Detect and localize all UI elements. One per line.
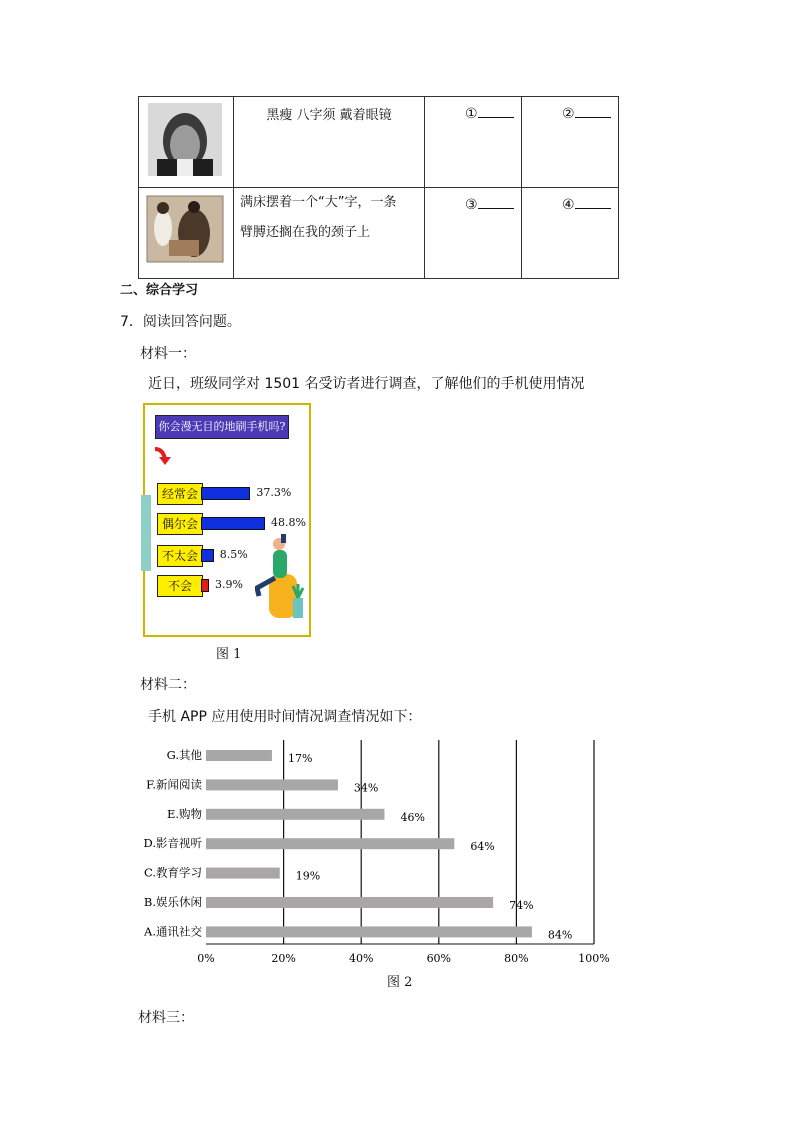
category-label: 不会 — [157, 575, 203, 597]
answer-blank-2[interactable] — [575, 103, 611, 118]
category-label: C.教育学习 — [143, 865, 202, 880]
description-line-2: 臂膊还搁在我的颈子上 — [240, 225, 371, 240]
value-label: 17% — [287, 752, 313, 765]
value-label: 19% — [295, 869, 321, 883]
category-label: 偶尔会 — [157, 513, 203, 535]
x-tick-label: 80% — [504, 952, 529, 965]
circled-two-marker: ② — [562, 106, 575, 122]
person-on-chair-illustration — [255, 530, 307, 624]
answer-cell — [425, 97, 522, 188]
figure-2-caption: 图 2 — [387, 975, 413, 990]
figure-1-caption: 图 1 — [216, 647, 242, 662]
value-label: 3.9% — [215, 578, 243, 591]
bar — [206, 838, 454, 849]
answer-cell — [522, 188, 619, 279]
x-tick-label: 40% — [348, 952, 374, 965]
description-text: 黑瘦 八字须 戴着眼镜 — [266, 108, 392, 123]
table-row — [139, 97, 619, 188]
value-label: 84% — [547, 928, 573, 942]
photo-cell — [139, 97, 234, 188]
x-tick-label: 20% — [271, 952, 296, 965]
character-table — [138, 96, 619, 279]
answer-cell — [425, 188, 522, 279]
category-label: 不太会 — [157, 545, 203, 567]
bar — [206, 897, 493, 908]
category-label: G.其他 — [166, 748, 202, 762]
material-2-intro: 手机 APP 应用使用时间情况调查情况如下： — [148, 709, 422, 725]
bar — [206, 750, 272, 761]
value-label: 46% — [400, 810, 425, 824]
category-label: 经常会 — [157, 483, 203, 505]
section-title: 二、综合学习 — [120, 283, 199, 298]
red-arrow-icon — [151, 445, 175, 467]
app-usage-chart — [120, 736, 640, 968]
material-2-label: 材料二： — [140, 677, 196, 693]
value-label: 34% — [353, 781, 379, 795]
answer-cell — [522, 97, 619, 188]
figure-1-title: 你会漫无目的地刷手机吗? — [155, 415, 289, 439]
bar — [201, 487, 250, 500]
bar — [206, 809, 384, 820]
answer-blank-4[interactable] — [575, 194, 611, 209]
description-line-1: 满床摆着一个“大”字，一条 — [240, 195, 397, 210]
material-3-label: 材料三： — [138, 1010, 194, 1026]
answer-blank-1[interactable] — [478, 103, 514, 118]
description-cell — [234, 188, 425, 279]
category-label: F.新闻阅读 — [146, 777, 202, 792]
material-1-label: 材料一： — [140, 346, 196, 362]
question-text: 7．阅读回答问题。 — [120, 314, 241, 330]
description-cell — [234, 97, 425, 188]
bar — [206, 926, 532, 937]
circled-three-marker: ③ — [465, 197, 478, 213]
category-label: B.娱乐休闲 — [143, 895, 202, 909]
value-label: 74% — [509, 899, 534, 912]
bar — [201, 517, 265, 530]
phone-edge-decoration — [141, 495, 155, 575]
category-label: A.通讯社交 — [144, 924, 202, 939]
table-row — [139, 188, 619, 279]
photo-cell — [139, 188, 234, 279]
value-label: 8.5% — [219, 548, 248, 561]
material-1-intro: 近日，班级同学对 1501 名受访者进行调查，了解他们的手机使用情况 — [148, 376, 585, 392]
circled-one-marker: ① — [465, 106, 478, 122]
category-label: D.影音视听 — [143, 836, 202, 851]
answer-blank-3[interactable] — [478, 194, 514, 209]
value-label: 37.3% — [256, 486, 292, 499]
figure-1 — [143, 403, 311, 637]
scene-photo — [139, 188, 233, 274]
value-label: 48.8% — [271, 516, 306, 529]
bar — [206, 779, 338, 790]
bar — [206, 868, 280, 879]
portrait-photo — [139, 97, 233, 183]
x-tick-label: 0% — [197, 952, 215, 965]
value-label: 64% — [470, 840, 495, 854]
x-tick-label: 60% — [426, 952, 452, 965]
bar — [201, 579, 209, 592]
circled-four-marker: ④ — [562, 197, 575, 213]
x-tick-label: 100% — [578, 952, 610, 965]
bar — [201, 549, 214, 562]
category-label: E.购物 — [166, 806, 202, 821]
